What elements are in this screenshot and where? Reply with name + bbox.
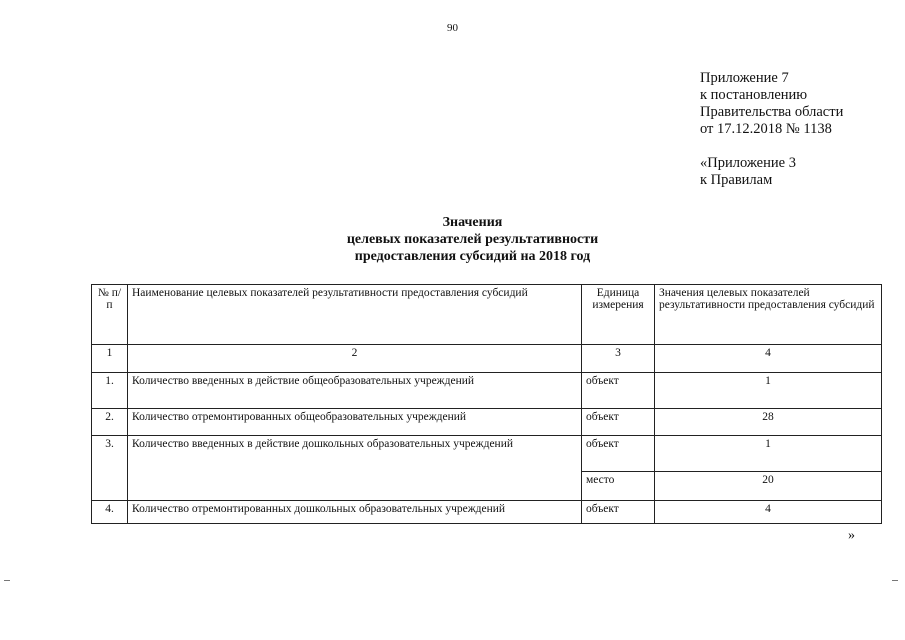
row-name: Количество введенных в действие дошкольных образовательных учреждений [128,436,582,501]
table-row [92,501,882,524]
row-num: 1. [92,373,128,409]
row-unit: объект [582,436,655,472]
scan-mark-right [892,580,898,581]
header-unit: Единица измерения [582,285,655,345]
table-row [92,436,882,472]
row-num: 2. [92,409,128,436]
col-number: 1 [92,345,128,373]
table-row [92,373,882,409]
page-number: 90 [447,22,458,34]
row-value: 20 [655,472,882,501]
row-name: Количество отремонтированных дошкольных образовательных учреждений [128,501,582,524]
closing-quote: » [848,528,855,543]
row-unit: объект [582,409,655,436]
indicators-table [91,284,882,524]
title-line: предоставления субсидий на 2018 год [354,249,591,264]
row-value: 4 [655,501,882,524]
appendix-line: Приложение 7 [700,70,789,86]
appendix-line: к постановлению [700,87,808,103]
row-unit: объект [582,501,655,524]
appendix-line: «Приложение 3 [700,155,796,171]
header-value: Значения целевых показателей результативности предоставления субсидий [655,285,882,345]
row-unit: место [582,472,655,501]
title-line: целевых показателей результативности [346,232,599,247]
row-num: 3. [92,436,128,501]
column-numbers-row [92,345,882,373]
col-number: 2 [128,345,582,373]
appendix-line: к Правилам [700,172,773,188]
header-name: Наименование целевых показателей результативности предоставления субсидий [128,285,582,345]
row-unit: объект [582,373,655,409]
row-value: 28 [655,409,882,436]
appendix-block [700,70,843,189]
col-number: 3 [582,345,655,373]
scan-mark-left [4,580,10,581]
appendix-line: Правительства области [700,104,844,120]
header-num: № п/п [92,285,128,345]
appendix-line: от 17.12.2018 № 1138 [700,121,832,137]
col-number: 4 [655,345,882,373]
row-name: Количество отремонтированных общеобразовательных учреждений [128,409,582,436]
row-value: 1 [655,373,882,409]
row-value: 1 [655,436,882,472]
row-name: Количество введенных в действие общеобразовательных учреждений [128,373,582,409]
document-title [0,214,905,265]
title-line: Значения [442,215,503,230]
row-num: 4. [92,501,128,524]
table-header-row [92,285,882,345]
table-row [92,409,882,436]
spacer [700,138,843,155]
